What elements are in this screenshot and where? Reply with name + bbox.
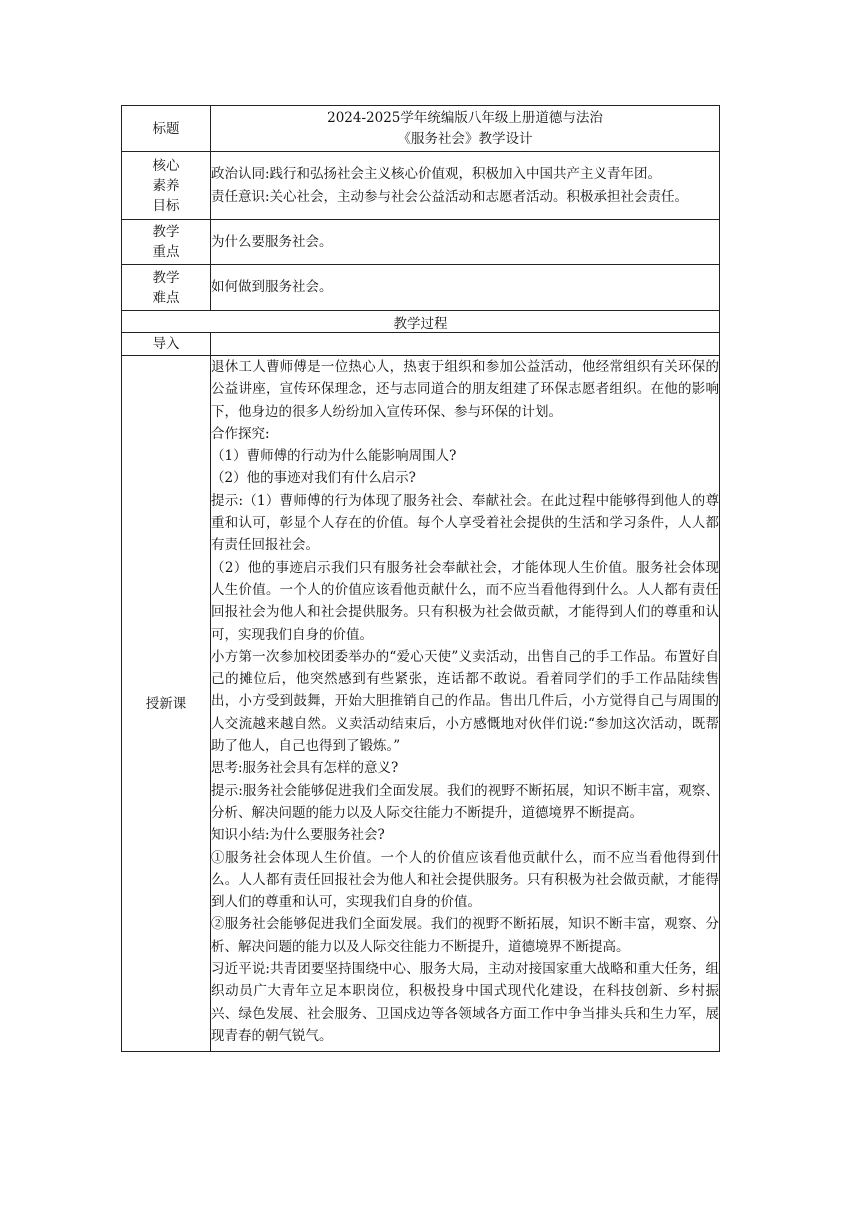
goal-label-line: 目标 [152, 197, 180, 214]
difficulty-row [122, 265, 720, 311]
new-lesson-row [122, 356, 720, 1052]
goal-label-line: 核心 [152, 157, 180, 174]
title-cell [211, 106, 720, 152]
lesson-paragraph: （1）曹师傅的行动为什么能影响周围人? [211, 448, 457, 465]
key-point-label [122, 220, 211, 265]
intro-content [211, 333, 720, 356]
key-point-text: 为什么要服务社会。 [211, 220, 720, 265]
new-lesson-content [211, 356, 720, 1052]
new-lesson-label: 授新课 [122, 356, 211, 1052]
title-line-2: 《服务社会》教学设计 [397, 130, 533, 147]
goal-paragraph: 责任意识:关心社会，主动参与社会公益活动和志愿者活动。积极承担社会责任。 [211, 188, 689, 205]
intro-label: 导入 [122, 333, 211, 356]
process-header-row [122, 311, 720, 333]
key-label-line: 教学 [152, 224, 180, 240]
lesson-paragraph: ①服务社会体现人生价值。一个人的价值应该看他贡献什么，而不应当看他得到什么。人人都有责任回报社会为他人和社会提供服务。只有积极为社会做贡献，才能得到人们的尊重和认可，实现我们自身的价值。 [211, 849, 719, 911]
title-label: 标题 [122, 106, 211, 152]
lesson-paragraph: 小方第一次参加校团委举办的“爱心天使”义卖活动，出售自己的手工作品。布置好自己的摊位后，他突然感到有些紧张，连话都不敢说。看着同学们的手工作品陆续售出，小方受到鼓舞，开始大胆推销自己的作品。售出几件后，小方觉得自己与周围的人交流越来越自然。义卖活动结束后，小方感慨地对伙伴们说:“参加这次活动，既帮助了他人，自己也得到了锻炼。” [211, 648, 719, 755]
title-row [122, 106, 720, 152]
lesson-paragraph: 提示:（1）曹师傅的行为体现了服务社会、奉献社会。在此过程中能够得到他人的尊重和认可，彰显个人存在的价值。每个人享受着社会提供的生活和学习条件，人人都有责任回报社会。 [211, 492, 719, 554]
key-label-line: 重点 [152, 244, 180, 260]
key-point-row [122, 220, 720, 265]
title-line-1: 2024-2025学年统编版八年级上册道德与法治 [327, 109, 603, 126]
goal-row [122, 152, 720, 220]
lesson-paragraph: 合作探究: [211, 425, 270, 442]
diff-label-line: 难点 [152, 289, 180, 306]
intro-row [122, 333, 720, 356]
lesson-paragraph: 思考:服务社会具有怎样的意义? [211, 760, 399, 777]
lesson-paragraph: ②服务社会能够促进我们全面发展。我们的视野不断拓展，知识不断丰富，观察、分析、解决问题的能力以及人际交往能力不断提升，道德境界不断提高。 [211, 916, 719, 955]
lesson-plan-table [121, 105, 720, 1052]
lesson-paragraph: 习近平说:共青团要坚持围绕中心、服务大局，主动对接国家重大战略和重大任务，组织动员广大青年立足本职岗位，积极投身中国式现代化建设，在科技创新、乡村振兴、绿色发展、社会服务、卫国戍边等各领域各方面工作中争当排头兵和生力军，展现青春的朝气锐气。 [211, 961, 719, 1044]
difficulty-text: 如何做到服务社会。 [211, 265, 720, 311]
diff-label-line: 教学 [152, 269, 180, 286]
goal-label-line: 素养 [152, 177, 180, 194]
lesson-paragraph: 知识小结:为什么要服务社会? [211, 827, 385, 844]
lesson-paragraph: （2）他的事迹对我们有什么启示? [211, 470, 416, 487]
lesson-paragraph: （2）他的事迹启示我们只有服务社会奉献社会，才能体现人生价值。服务社会体现人生价值。一个人的价值应该看他贡献什么，而不应当看他得到什么。人人都有责任回报社会为他人和社会提供服务。只有积极为社会做贡献，才能得到人们的尊重和认可，实现我们自身的价值。 [211, 559, 719, 643]
goal-content [211, 152, 720, 220]
lesson-paragraph: 提示:服务社会能够促进我们全面发展。我们的视野不断拓展，知识不断丰富，观察、分析、解决问题的能力以及人际交往能力不断提升，道德境界不断提高。 [211, 782, 719, 821]
difficulty-label [122, 265, 211, 311]
goal-label [122, 152, 211, 220]
goal-paragraph: 政治认同:践行和弘扬社会主义核心价值观，积极加入中国共产主义青年团。 [211, 166, 662, 183]
lesson-paragraph: 退休工人曹师傅是一位热心人，热衷于组织和参加公益活动，他经常组织有关环保的公益讲座，宣传环保理念，还与志同道合的朋友组建了环保志愿者组织。在他的影响下，他身边的很多人纷纷加入宣传环保、参与环保的计划。 [211, 359, 719, 420]
process-header: 教学过程 [122, 311, 720, 333]
